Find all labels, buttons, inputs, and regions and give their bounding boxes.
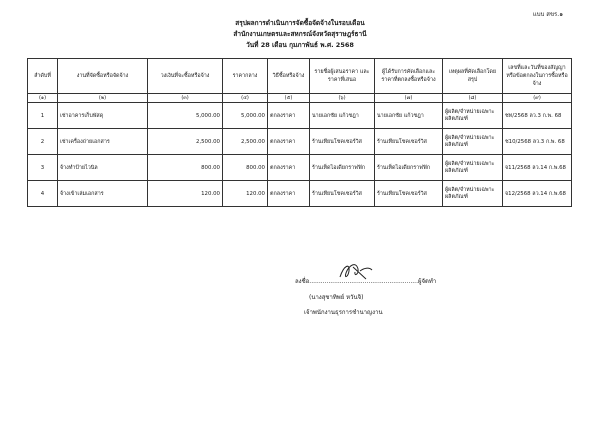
document-title	[0, 18, 600, 51]
procurement-method: ตกลงราคา	[268, 103, 310, 129]
bidder-name: ร้านเทียนโชคเซอร์วิส	[310, 129, 375, 155]
form-code: แบบ สขร.๑	[532, 11, 563, 18]
procurement-item: จ้างเข้าเล่มเอกสาร	[58, 181, 148, 207]
winner-name: นายเอกชัย แก้วชฎา	[375, 103, 443, 129]
index-cell: (๑)	[28, 94, 58, 103]
selection-reason: ผู้ผลิต/จำหน่ายเฉพาะ ผลิตภัณฑ์	[443, 181, 503, 207]
procurement-item: เช่าอาคารเก็บพัสดุ	[58, 103, 148, 129]
signer-position: เจ้าพนักงานธุรการชำนาญงาน	[304, 309, 383, 316]
bidder-name: ร้านเท็ดไอเดียกราฟฟิก	[310, 155, 375, 181]
row-number: 4	[28, 181, 58, 207]
header-cell: ราคากลาง	[223, 59, 268, 94]
index-cell: (๕)	[268, 94, 310, 103]
header-cell: วงเงินที่จะซื้อหรือจ้าง	[148, 59, 223, 94]
bidder-name: ร้านเทียนโชคเซอร์วิส	[310, 181, 375, 207]
bidder-name: นายเอกชัย แก้วชฎา	[310, 103, 375, 129]
index-cell: (๗)	[375, 94, 443, 103]
row-number: 3	[28, 155, 58, 181]
procurement-method: ตกลงราคา	[268, 181, 310, 207]
budget-amount: 800.00	[148, 155, 223, 181]
budget-amount: 2,500.00	[148, 129, 223, 155]
index-cell: (๓)	[148, 94, 223, 103]
index-cell: (๘)	[443, 94, 503, 103]
median-price: 800.00	[223, 155, 268, 181]
procurement-table	[27, 58, 572, 207]
procurement-item: เช่าเครื่องถ่ายเอกสาร	[58, 129, 148, 155]
selection-reason: ผู้ผลิต/จำหน่ายเฉพาะ ผลิตภัณฑ์	[443, 103, 503, 129]
selection-reason: ผู้ผลิต/จำหน่ายเฉพาะ ผลิตภัณฑ์	[443, 129, 503, 155]
header-cell: ผู้ได้รับการคัดเลือกและราคาที่ตกลงซื้อหรือจ้าง	[375, 59, 443, 94]
procurement-item: จ้างทำป้ายไวนิล	[58, 155, 148, 181]
winner-name: ร้านเท็ดไอเดียกราฟฟิก	[375, 155, 443, 181]
table-header-row	[28, 59, 572, 94]
title-line-3: วันที่ 28 เดือน กุมภาพันธ์ พ.ศ. 2568	[246, 41, 354, 49]
table-row	[28, 181, 572, 207]
row-number: 1	[28, 103, 58, 129]
winner-name: ร้านเทียนโชคเซอร์วิส	[375, 129, 443, 155]
title-line-1: สรุปผลการดำเนินการจัดซื้อจัดจ้างในรอบเดือน	[235, 19, 365, 27]
title-line-2: สำนักงานเกษตรและสหกรณ์จังหวัดสุราษฎร์ธานี	[233, 30, 367, 38]
column-index-row	[28, 94, 572, 103]
procurement-method: ตกลงราคา	[268, 129, 310, 155]
index-cell: (๖)	[310, 94, 375, 103]
index-cell: (๔)	[223, 94, 268, 103]
header-cell: ลำดับที่	[28, 59, 58, 94]
header-cell: รายชื่อผู้เสนอราคา และราคาที่เสนอ	[310, 59, 375, 94]
header-cell: เลขที่และวันที่ของสัญญาหรือข้อตกลงในการซื้อหรือจ้าง	[503, 59, 572, 94]
table-row	[28, 129, 572, 155]
index-cell: (๒)	[58, 94, 148, 103]
header-cell: งานที่จัดซื้อหรือจัดจ้าง	[58, 59, 148, 94]
contract-number: ชท/2568 ลว.3 ก.พ. 68	[503, 103, 572, 129]
contract-number: ช10/2568 ลว.3 ก.พ. 68	[503, 129, 572, 155]
table-row	[28, 103, 572, 129]
row-number: 2	[28, 129, 58, 155]
budget-amount: 120.00	[148, 181, 223, 207]
signature-line: ลงชื่อ.........................................................ผู้จัดทำ	[295, 278, 437, 285]
median-price: 2,500.00	[223, 129, 268, 155]
header-cell: วิธีซื้อหรือจ้าง	[268, 59, 310, 94]
signer-name: (นางสุชาทิพย์ หวันจิ)	[309, 294, 364, 301]
contract-number: จ12/2568 ลว.14 ก.พ.68	[503, 181, 572, 207]
winner-name: ร้านเทียนโชคเซอร์วิส	[375, 181, 443, 207]
procurement-method: ตกลงราคา	[268, 155, 310, 181]
median-price: 120.00	[223, 181, 268, 207]
budget-amount: 5,000.00	[148, 103, 223, 129]
index-cell: (๙)	[503, 94, 572, 103]
header-cell: เหตุผลที่คัดเลือกโดยสรุป	[443, 59, 503, 94]
contract-number: จ11/2568 ลว.14 ก.พ.68	[503, 155, 572, 181]
table-row	[28, 155, 572, 181]
selection-reason: ผู้ผลิต/จำหน่ายเฉพาะ ผลิตภัณฑ์	[443, 155, 503, 181]
median-price: 5,000.00	[223, 103, 268, 129]
